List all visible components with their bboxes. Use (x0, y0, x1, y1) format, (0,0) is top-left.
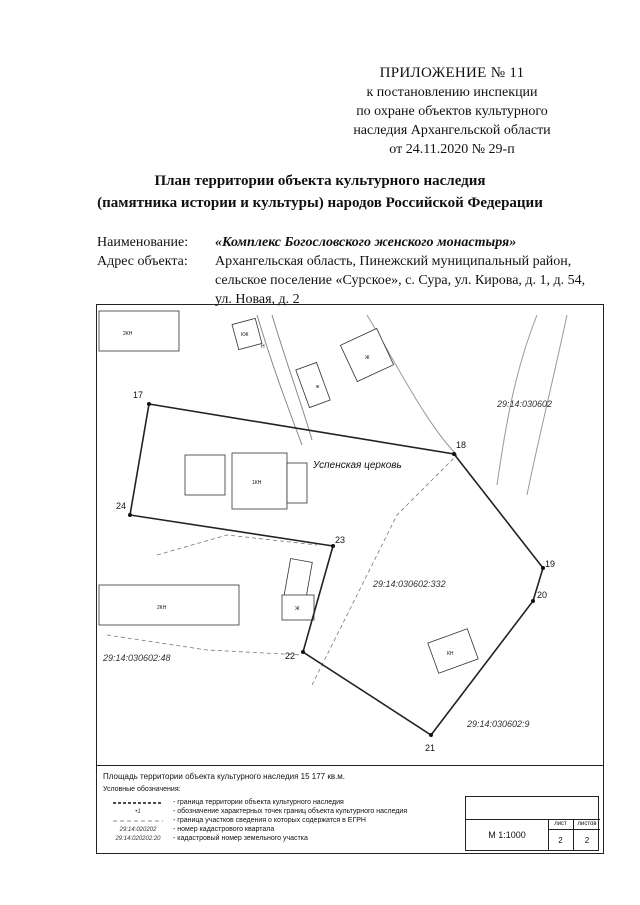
legend-item (103, 816, 473, 825)
title-line: (памятника истории и культуры) народов Российской Федерации (97, 195, 543, 211)
legend-symbol: •1 (135, 808, 141, 815)
point-label: 19 (545, 559, 556, 569)
legend-text: - кадастровый номер земельного участка (173, 835, 308, 842)
legend-title: Условные обозначения: (103, 786, 181, 793)
appendix-header (302, 64, 602, 159)
building-label: 1КН (252, 480, 262, 486)
plan-drawing (97, 305, 603, 765)
legend-symbol (103, 819, 173, 823)
legend-text: - граница участков сведения о которых содержатся в ЕГРН (173, 817, 366, 824)
sheets-number: 2 (584, 836, 590, 845)
building-label: 2КН (123, 331, 133, 337)
buildings (99, 311, 478, 673)
name-value: «Комплекс Богословского женского монастыря» (215, 235, 517, 250)
object-meta (97, 233, 597, 309)
appendix-line: наследия Архангельской области (353, 123, 551, 138)
building-label: Ж (365, 355, 370, 361)
address-row (97, 252, 597, 309)
legend-text: - граница территории объекта культурного наследия (173, 799, 344, 806)
parcel-boundary (107, 635, 302, 655)
plan-annotations (102, 399, 552, 729)
cadastral-quarter: 29:14:030602 (497, 399, 553, 409)
boundary-point (128, 513, 132, 517)
sheet-number: 2 (548, 830, 574, 851)
address-label: Адрес объекта: (97, 254, 188, 269)
sheets-label: листов (574, 819, 600, 830)
scale-text: М 1:1000 (466, 819, 549, 851)
building (99, 585, 239, 625)
point-label: 17 (133, 390, 144, 400)
building-label: 2КН (157, 605, 167, 611)
address-value: Архангельская область, Пинежский муниципальный район, сельское поселение «Сурское», с. Сура, ул. Кирова, д. 1, д. 54, ул. Новая, д. 2 (215, 254, 586, 307)
legend-symbol: 29:14:020202 (119, 826, 157, 833)
building (287, 463, 307, 503)
appendix-date: от 24.11.2020 № 29-п (389, 142, 515, 157)
title-line: План территории объекта культурного наследия (154, 173, 486, 189)
document-title (0, 170, 640, 214)
legend-symbol: 29:14:020202:20 (115, 835, 161, 842)
parcel-boundary (157, 535, 317, 555)
parcel-left: 29:14:030602:48 (103, 653, 171, 663)
appendix-line: к постановлению инспекции (366, 85, 538, 100)
building-label: Ж (295, 606, 300, 612)
building (99, 311, 179, 351)
boundary-point (429, 733, 433, 737)
parcel-main: 29:14:030602:332 (373, 579, 446, 589)
sheet-label: лист (548, 819, 574, 830)
parcel-bottom: 29:14:030602:9 (467, 719, 530, 729)
boundary-points (128, 402, 548, 737)
building-label: КЖ (241, 332, 249, 338)
point-label: 20 (537, 590, 548, 600)
area-text: Площадь территории объекта культурного наследия 15 177 кв.м. (103, 772, 346, 781)
building-label: Н (261, 344, 265, 350)
legend-text: - обозначение характерных точек границ объекта культурного наследия (173, 808, 408, 815)
building (296, 362, 330, 407)
legend-item (103, 807, 473, 816)
site-plan (96, 304, 604, 766)
appendix-line: по охране объектов культурного (356, 104, 548, 119)
legend-item (103, 798, 473, 807)
point-label: 24 (116, 501, 127, 511)
point-label: 21 (425, 743, 436, 753)
point-label: 23 (335, 535, 346, 545)
boundary-point (452, 452, 456, 456)
legend-text: - номер кадастрового квартала (173, 826, 275, 833)
name-row (97, 233, 597, 252)
title-block (465, 796, 599, 851)
legend-item (103, 825, 473, 834)
territory-boundary (130, 404, 543, 735)
plan-footer (96, 766, 604, 854)
legend-symbol (103, 801, 173, 805)
legend-item (103, 834, 473, 843)
point-labels (116, 390, 555, 753)
building-label: КН (447, 651, 454, 657)
boundary-point (531, 599, 535, 603)
church-label: Успенская церковь (313, 460, 402, 471)
building-label: ж (316, 384, 320, 390)
boundary-point (301, 650, 305, 654)
building (185, 455, 225, 495)
appendix-number: ПРИЛОЖЕНИЕ № 11 (379, 65, 525, 81)
name-label: Наименование: (97, 235, 189, 250)
point-label: 22 (285, 651, 296, 661)
point-label: 18 (456, 440, 467, 450)
boundary-point (147, 402, 151, 406)
